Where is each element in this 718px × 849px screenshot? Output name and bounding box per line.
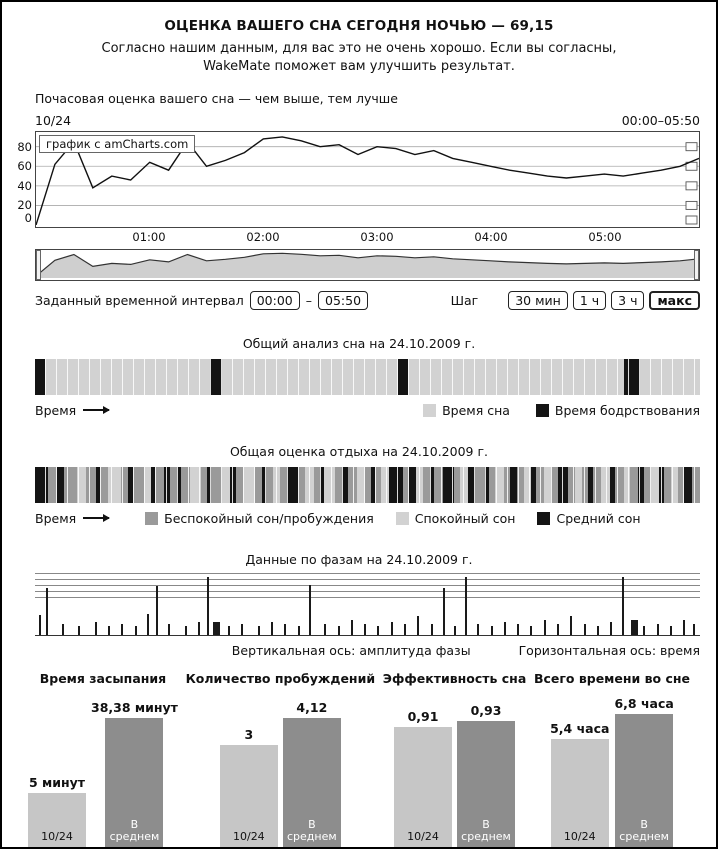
summary-group-awakenings bbox=[186, 671, 376, 847]
strip-segment bbox=[181, 467, 190, 503]
interval-label: Заданный временной интервал bbox=[35, 292, 244, 308]
group-title: Всего времени во сне bbox=[533, 671, 690, 686]
step-button-1h[interactable]: 1 ч bbox=[573, 291, 606, 310]
phase-spike bbox=[431, 624, 433, 635]
strip-segment bbox=[35, 467, 48, 503]
y-tick-label: 60 bbox=[17, 159, 32, 174]
group-title: Эффективность сна bbox=[382, 671, 527, 686]
phase-spike bbox=[504, 622, 506, 635]
strip-segment bbox=[408, 359, 624, 395]
phase-spike bbox=[643, 626, 645, 635]
medium-swatch bbox=[537, 512, 550, 525]
interval-from-input[interactable]: 00:00 bbox=[250, 291, 300, 310]
phase-spike bbox=[491, 626, 493, 635]
sleep-swatch bbox=[423, 404, 436, 417]
sleep-wake-segments bbox=[35, 359, 700, 395]
bar-average bbox=[283, 718, 341, 847]
strip-segment bbox=[630, 467, 638, 503]
scrollbar-left-handle[interactable] bbox=[36, 250, 41, 280]
bar-label: В среднем bbox=[461, 817, 511, 844]
phase-gridline bbox=[35, 585, 700, 586]
strip-segment bbox=[190, 467, 202, 503]
bar-current bbox=[28, 793, 86, 847]
bar-current bbox=[220, 745, 278, 847]
phase-spike bbox=[454, 626, 456, 635]
page-title: ОЦЕНКА ВАШЕГО СНА СЕГОДНЯ НОЧЬЮ — 69,15 bbox=[164, 18, 554, 34]
wake-legend-label: Время бодрствования bbox=[554, 402, 700, 418]
phase-gridline bbox=[35, 579, 700, 580]
phase-spike bbox=[391, 622, 393, 635]
sleep-analysis-legend-row bbox=[35, 403, 700, 418]
bar-label: 10/24 bbox=[407, 830, 439, 844]
phase-spike bbox=[693, 624, 695, 635]
y-tick-label: 80 bbox=[17, 139, 32, 154]
time-axis-text: Время bbox=[35, 510, 77, 526]
y-tick-label: 0 bbox=[24, 210, 32, 225]
phase-spike bbox=[477, 624, 479, 635]
group-title: Количество пробуждений bbox=[185, 671, 376, 686]
phase-spike bbox=[95, 622, 97, 635]
phase-spike bbox=[631, 620, 638, 635]
sleep-wake-strip-chart bbox=[35, 359, 700, 395]
group-bars bbox=[28, 700, 178, 847]
bar-value: 3 bbox=[244, 727, 254, 742]
phase-spike bbox=[228, 626, 230, 635]
amcharts-watermark-link[interactable]: график с amCharts.com bbox=[39, 135, 195, 153]
phase-spike bbox=[404, 624, 406, 635]
strip-segment bbox=[210, 359, 222, 395]
phase-spike-chart bbox=[35, 573, 700, 636]
phase-spike bbox=[544, 620, 546, 635]
strip-segment bbox=[664, 467, 671, 503]
rest-quality-title: Общая оценка отдыха на 24.10.2009 г. bbox=[229, 443, 489, 459]
phase-spike bbox=[241, 624, 243, 635]
bar-current bbox=[551, 739, 609, 847]
phase-spike bbox=[530, 626, 532, 635]
step-button-30min[interactable]: 30 мин bbox=[508, 291, 568, 310]
restless-swatch bbox=[145, 512, 158, 525]
chart-date-label: 10/24 bbox=[35, 112, 72, 128]
x-axis-labels bbox=[35, 230, 700, 245]
strip-segment bbox=[86, 467, 96, 503]
phase-spike bbox=[517, 624, 519, 635]
hourly-chart-caption: Почасовая оценка вашего сна — чем выше, тем лучше bbox=[35, 90, 398, 106]
phase-spike bbox=[683, 620, 685, 635]
strip-segment bbox=[434, 467, 443, 503]
phase-spike bbox=[78, 626, 80, 635]
strip-segment bbox=[640, 359, 700, 395]
phase-spike bbox=[156, 586, 158, 635]
x-tick-label: 01:00 bbox=[132, 229, 166, 244]
phase-spike bbox=[185, 626, 187, 635]
bar-value: 5,4 часа bbox=[550, 721, 610, 736]
bar-value: 6,8 часа bbox=[614, 696, 674, 711]
scrollbar-area-canvas bbox=[36, 250, 699, 278]
phase-spike bbox=[597, 626, 599, 635]
phase-gridline bbox=[35, 597, 700, 598]
arrow-right-icon bbox=[83, 409, 109, 411]
strip-segment bbox=[64, 467, 77, 503]
strip-segment bbox=[536, 467, 544, 503]
zoom-scrollbar-chart[interactable] bbox=[35, 249, 700, 281]
legend-item-sleep bbox=[423, 403, 510, 418]
strip-segment bbox=[416, 467, 424, 503]
strip-segment bbox=[568, 467, 576, 503]
phase-spike bbox=[207, 577, 209, 635]
wake-swatch bbox=[536, 404, 549, 417]
time-axis-label bbox=[35, 511, 109, 526]
rest-quality-legend-row bbox=[35, 511, 700, 526]
chart-header-row bbox=[35, 113, 700, 128]
y-tick-label: 40 bbox=[17, 178, 32, 193]
step-label: Шаг bbox=[450, 292, 479, 308]
phase-spike bbox=[271, 622, 273, 635]
strip-segment bbox=[211, 467, 221, 503]
legend-item-calm bbox=[396, 511, 516, 526]
phase-spike bbox=[39, 615, 41, 635]
rest-quality-legend bbox=[145, 511, 640, 526]
phase-spike bbox=[298, 626, 300, 635]
phase-spike bbox=[135, 626, 137, 635]
restless-legend-label: Беспокойный сон/пробуждения bbox=[164, 510, 374, 526]
summary-group-total-sleep bbox=[534, 671, 690, 847]
medium-legend-label: Средний сон bbox=[556, 510, 641, 526]
strip-segment bbox=[236, 467, 243, 503]
phase-spike bbox=[417, 616, 419, 635]
phase-spike bbox=[465, 577, 467, 635]
legend-item-restless bbox=[145, 511, 374, 526]
step-button-max[interactable]: макс bbox=[649, 291, 700, 310]
strip-segment bbox=[517, 467, 525, 503]
strip-segment bbox=[155, 467, 164, 503]
subtitle-line-2: WakeMate поможет вам улучшить результат. bbox=[203, 59, 515, 75]
x-tick-label: 03:00 bbox=[360, 229, 394, 244]
phase-spike bbox=[258, 626, 260, 635]
phase-data-title: Данные по фазам на 24.10.2009 г. bbox=[245, 551, 473, 567]
legend-item-wake bbox=[536, 403, 700, 418]
strip-segment bbox=[398, 359, 408, 395]
step-button-3h[interactable]: 3 ч bbox=[611, 291, 644, 310]
strip-segment bbox=[77, 467, 87, 503]
x-tick-label: 05:00 bbox=[588, 229, 622, 244]
summary-group-sleep-onset bbox=[28, 671, 178, 847]
rest-quality-strip-chart bbox=[35, 467, 700, 503]
phase-spike bbox=[670, 626, 672, 635]
chart-range-label: 00:00–05:50 bbox=[621, 112, 700, 128]
phase-spike bbox=[324, 624, 326, 635]
strip-segment bbox=[495, 467, 504, 503]
calm-swatch bbox=[396, 512, 409, 525]
time-axis-text: Время bbox=[35, 402, 77, 418]
phase-spike bbox=[121, 624, 123, 635]
phase-spike bbox=[213, 622, 220, 635]
phase-spike bbox=[351, 620, 353, 635]
bar-column-average bbox=[283, 700, 341, 847]
strip-segment bbox=[255, 467, 263, 503]
bar-label: В среднем bbox=[619, 817, 669, 844]
bar-average bbox=[615, 714, 673, 847]
time-axis-label bbox=[35, 403, 109, 418]
strip-segment bbox=[133, 467, 144, 503]
strip-segment bbox=[389, 467, 403, 503]
phase-spike bbox=[62, 624, 64, 635]
phase-spike bbox=[168, 624, 170, 635]
x-tick-label: 02:00 bbox=[246, 229, 280, 244]
bar-average bbox=[105, 718, 163, 847]
strip-segment bbox=[324, 467, 336, 503]
bar-average bbox=[457, 721, 515, 847]
phase-gridline bbox=[35, 573, 700, 574]
legend-item-medium bbox=[537, 511, 640, 526]
bar-column-current bbox=[394, 709, 452, 847]
summary-group-efficiency bbox=[383, 671, 526, 847]
strip-segment bbox=[624, 359, 640, 395]
strip-segment bbox=[601, 467, 610, 503]
group-bars bbox=[550, 696, 674, 847]
strip-segment bbox=[593, 467, 601, 503]
phase-spike bbox=[108, 626, 110, 635]
phase-spike bbox=[622, 577, 624, 635]
hourly-line-chart bbox=[17, 131, 700, 228]
strip-segment bbox=[615, 467, 624, 503]
phase-spike bbox=[147, 614, 149, 635]
phase-spike bbox=[284, 624, 286, 635]
phase-spike bbox=[570, 616, 572, 635]
phase-spike bbox=[610, 622, 612, 635]
bar-column-average bbox=[614, 696, 673, 847]
bar-label: 10/24 bbox=[232, 830, 265, 844]
bar-value: 38,38 минут bbox=[91, 700, 178, 715]
sleep-legend-label: Время сна bbox=[442, 402, 510, 418]
strip-segment bbox=[48, 467, 58, 503]
strip-segment bbox=[45, 359, 210, 395]
bar-column-current bbox=[28, 775, 86, 847]
bar-current bbox=[394, 727, 452, 847]
strip-segment bbox=[381, 467, 389, 503]
phase-spike bbox=[443, 588, 445, 635]
strip-segment bbox=[348, 467, 357, 503]
bar-column-average bbox=[91, 700, 178, 847]
x-tick-label: 04:00 bbox=[474, 229, 508, 244]
phase-spike bbox=[377, 626, 379, 635]
bar-column-average bbox=[457, 703, 515, 847]
page-subtitle bbox=[2, 40, 716, 77]
bar-label: В среднем bbox=[109, 817, 160, 844]
strip-segment bbox=[35, 359, 45, 395]
summary-bar-charts bbox=[2, 671, 716, 847]
strip-segment bbox=[651, 467, 659, 503]
strip-segment bbox=[100, 467, 108, 503]
interval-dash: – bbox=[305, 292, 312, 308]
group-title: Время засыпания bbox=[39, 671, 167, 686]
sleep-analysis-legend bbox=[423, 403, 700, 418]
strip-segment bbox=[305, 467, 314, 503]
strip-segment bbox=[558, 467, 568, 503]
phase-axes-caption bbox=[35, 643, 700, 658]
phase-gridline bbox=[35, 591, 700, 592]
y-tick-label: 20 bbox=[17, 198, 32, 213]
group-bars bbox=[220, 700, 341, 847]
strip-segment bbox=[287, 467, 299, 503]
phase-spike bbox=[338, 626, 340, 635]
phase-spike bbox=[657, 624, 659, 635]
phase-spike bbox=[198, 622, 200, 635]
strip-segment bbox=[222, 359, 398, 395]
bar-value: 0,91 bbox=[407, 709, 439, 724]
interval-to-input[interactable]: 05:50 bbox=[318, 291, 368, 310]
bar-value: 5 минут bbox=[28, 775, 86, 790]
bar-column-current bbox=[220, 727, 278, 847]
strip-segment bbox=[692, 467, 700, 503]
arrow-right-icon bbox=[83, 517, 109, 519]
subtitle-line-1: Согласно нашим данным, для вас это не очень хорошо. Если вы согласны, bbox=[101, 41, 617, 56]
strip-segment bbox=[243, 467, 255, 503]
rest-quality-segments bbox=[35, 467, 700, 503]
phase-spike bbox=[557, 624, 559, 635]
time-controls-row bbox=[35, 291, 700, 310]
bar-column-current bbox=[550, 721, 609, 847]
strip-segment bbox=[108, 467, 121, 503]
strip-segment bbox=[475, 467, 485, 503]
phase-spike bbox=[364, 624, 366, 635]
strip-segment bbox=[273, 467, 281, 503]
bar-label: 10/24 bbox=[563, 830, 596, 844]
strip-segment bbox=[357, 467, 365, 503]
bar-label: В среднем bbox=[287, 817, 337, 844]
strip-segment bbox=[460, 467, 468, 503]
strip-segment bbox=[684, 467, 692, 503]
bar-label: 10/24 bbox=[41, 830, 73, 844]
scrollbar-right-handle[interactable] bbox=[694, 250, 699, 280]
group-bars bbox=[394, 703, 515, 847]
bar-value: 0,93 bbox=[470, 703, 502, 718]
strip-segment bbox=[544, 467, 552, 503]
phase-spike bbox=[46, 588, 48, 635]
bar-value: 4,12 bbox=[296, 700, 328, 715]
calm-legend-label: Спокойный сон bbox=[414, 510, 516, 526]
horizontal-axis-caption: Горизонтальная ось: время bbox=[518, 642, 700, 658]
sleep-analysis-title: Общий анализ сна на 24.10.2009 г. bbox=[242, 335, 476, 351]
phase-spike bbox=[584, 624, 586, 635]
vertical-axis-caption: Вертикальная ось: амплитуда фазы bbox=[231, 642, 471, 658]
step-buttons bbox=[508, 291, 700, 310]
phase-spike bbox=[309, 585, 311, 635]
strip-segment bbox=[443, 467, 455, 503]
strip-segment bbox=[144, 467, 152, 503]
strip-segment bbox=[222, 467, 231, 503]
